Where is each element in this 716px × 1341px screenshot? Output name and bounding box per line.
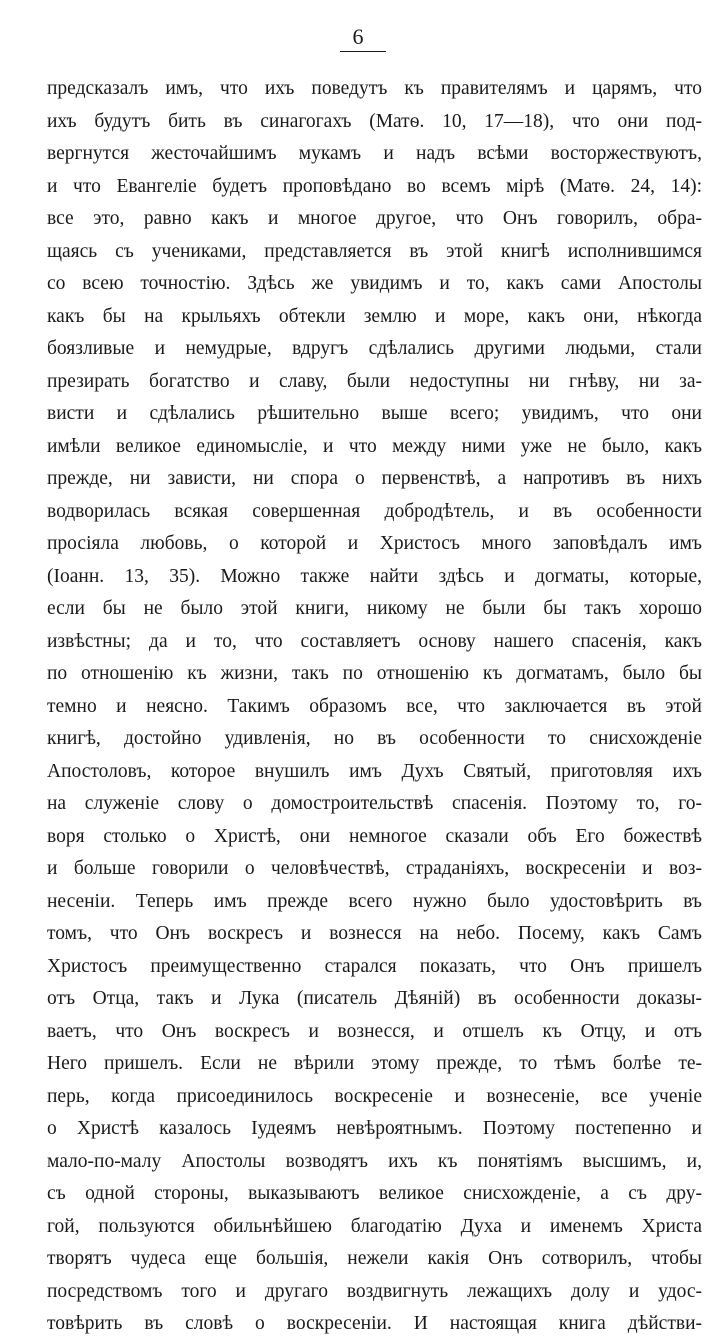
text-line: о Христѣ казалось Іудеямъ невѣроятнымъ. Поэтому постепенно и xyxy=(47,1118,702,1139)
text-line: темно и неясно. Такимъ образомъ все, что заключается въ этой xyxy=(47,695,702,717)
text-line: вергнутся жесточайшимъ мукамъ и надъ всѣми восторжествуютъ, xyxy=(47,143,702,164)
text-line: извѣстны; да и то, что составляетъ основу нашего спасенія, какъ xyxy=(47,630,702,652)
header-rule xyxy=(340,51,386,52)
text-line: мало-по-малу Апостолы возводятъ ихъ къ понятіямъ высшимъ, и, xyxy=(47,1150,702,1172)
text-line: гой, пользуются обильнѣйшею благодатію Духа и именемъ Христа xyxy=(47,1215,702,1237)
text-line: щаясь съ учениками, представляется въ этой книгѣ исполнившимся xyxy=(47,240,702,262)
text-line: все это, равно какъ и многое другое, что Онъ говорилъ, обра- xyxy=(47,208,702,229)
text-line: боязливые и немудрые, вдругъ сдѣлались другими людьми, стали xyxy=(47,338,702,359)
text-line: просіяла любовь, о которой и Христосъ много заповѣдалъ имъ xyxy=(47,533,702,554)
text-line: какъ бы на крыльяхъ обтекли землю и море, какъ они, нѣкогда xyxy=(47,305,702,327)
text-line: несеніи. Теперь имъ прежде всего нужно было удостовѣрить въ xyxy=(47,890,702,912)
page-number: 6 xyxy=(352,24,364,49)
text-line: товѣрить въ словѣ о воскресеніи. И настоящая книга дѣйстви- xyxy=(47,1313,702,1334)
text-line: Христосъ преимущественно старался показать, что Онъ пришелъ xyxy=(47,955,702,977)
text-line: прежде, ни зависти, ни спора о первенствѣ, а напротивъ въ нихъ xyxy=(47,468,702,489)
text-line: (Іоанн. 13, 35). Можно также найти здѣсь и догматы, которые, xyxy=(47,565,702,587)
text-line: на служеніе слову о домостроительствѣ спасенія. Поэтому то, го- xyxy=(47,793,702,814)
body-text xyxy=(47,73,702,1341)
text-line: по отношенію къ жизни, такъ по отношенію къ догматамъ, было бы xyxy=(47,663,702,684)
text-line: томъ, что Онъ воскресъ и вознесся на небо. Посему, какъ Самъ xyxy=(47,923,702,944)
text-line: перь, когда присоединилось воскресеніе и вознесеніе, все ученіе xyxy=(47,1085,702,1107)
text-line: съ одной стороны, выказываютъ великое снисхожденіе, а съ дру- xyxy=(47,1183,702,1204)
text-line: имѣли великое единомысліе, и что между ними уже не было, какъ xyxy=(47,435,702,457)
text-line: ваетъ, что Онъ воскресъ и вознесся, и отшелъ къ Отцу, и отъ xyxy=(47,1020,702,1042)
text-line: презирать богатство и славу, были недоступны ни гнѣву, ни за- xyxy=(47,370,702,392)
text-line: ихъ будутъ бить въ синагогахъ (Матѳ. 10, 17—18), что они под- xyxy=(47,110,702,132)
text-line: отъ Отца, такъ и Лука (писатель Дѣяній) въ особенности доказы- xyxy=(47,988,702,1009)
text-line: творятъ чудеса еще большія, нежели какія Онъ сотворилъ, чтобы xyxy=(47,1248,702,1269)
text-line: водворилась всякая совершенная добродѣтель, и въ особенности xyxy=(47,500,702,522)
text-line: со всею точностію. Здѣсь же увидимъ и то, какъ сами Апостолы xyxy=(47,273,702,294)
text-line: висти и сдѣлались рѣшительно выше всего; увидимъ, что они xyxy=(47,403,702,424)
text-line: предсказалъ имъ, что ихъ поведутъ къ правителямъ и царямъ, что xyxy=(47,78,702,99)
text-line: Апостоловъ, которое внушилъ имъ Духъ Святый, приготовляя ихъ xyxy=(47,760,702,782)
text-line: Него пришелъ. Если не вѣрили этому прежде, то тѣмъ болѣе те- xyxy=(47,1053,702,1074)
text-line: книгѣ, достойно удивленія, но въ особенности то снисхожденіе xyxy=(47,728,702,749)
text-line: если бы не было этой книги, никому не были бы такъ хорошо xyxy=(47,598,702,619)
text-line: и больше говорили о человѣчествѣ, страданіяхъ, воскресеніи и воз- xyxy=(47,858,702,879)
text-line: и что Евангеліе будетъ проповѣдано во всемъ мірѣ (Матѳ. 24, 14): xyxy=(47,175,702,197)
text-line: посредствомъ того и другаго воздвигнуть лежащихъ долу и удос- xyxy=(47,1280,702,1302)
text-line: воря столько о Христѣ, они немногое сказали объ Его божествѣ xyxy=(47,825,702,847)
